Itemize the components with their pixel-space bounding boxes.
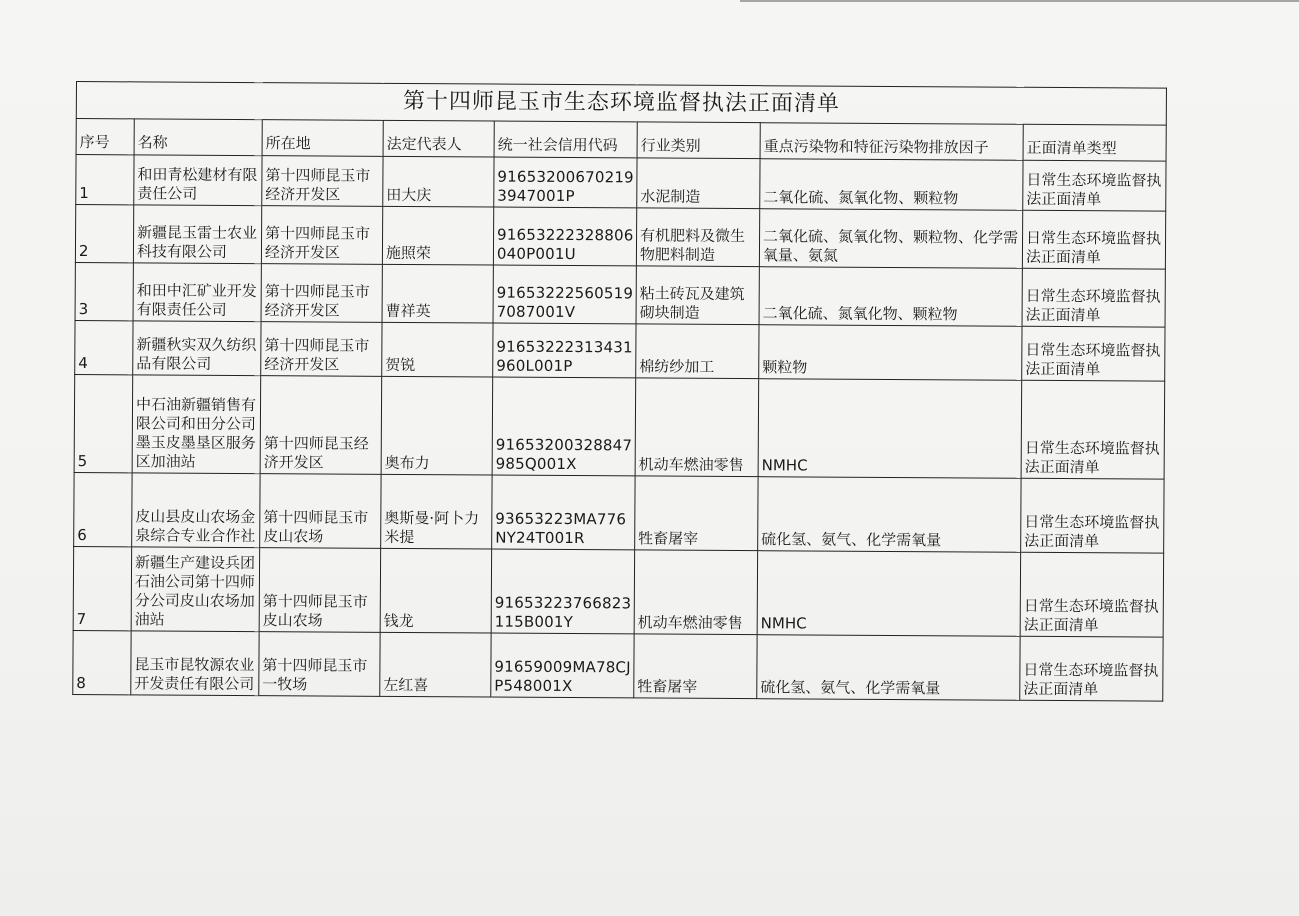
cell-pollutants: 硫化氢、氨气、化学需氧量 — [758, 477, 1021, 553]
cell-pollutants: 二氧化硫、氮氧化物、颗粒物 — [759, 267, 1022, 327]
cell-legal-rep: 钱龙 — [380, 548, 492, 633]
cell-seq: 4 — [75, 320, 133, 374]
cell-name: 皮山县皮山农场金泉综合专业合作社 — [132, 473, 260, 548]
cell-pollutants: NMHC — [758, 379, 1022, 479]
cell-legal-rep: 奥斯曼·阿卜力米提 — [381, 474, 492, 549]
cell-list-type: 日常生态环境监督执法正面清单 — [1023, 160, 1166, 211]
cell-seq: 3 — [75, 262, 133, 320]
cell-credit-code: 93653223MA776NY24T001R — [492, 475, 635, 550]
cell-pollutants: 颗粒物 — [759, 325, 1022, 381]
cell-seq: 1 — [76, 155, 134, 205]
cell-location: 第十四师昆玉市经济开发区 — [261, 264, 382, 323]
cell-name: 昆玉市昆牧源农业开发责任有限公司 — [131, 631, 259, 696]
cell-credit-code: 916532225605197087001V — [493, 265, 636, 324]
cell-list-type: 日常生态环境监督执法正面清单 — [1022, 268, 1165, 327]
document-title: 第十四师昆玉市生态环境监督执法正面清单 — [76, 82, 1166, 126]
cell-seq: 6 — [74, 472, 132, 546]
cell-list-type: 日常生态环境监督执法正面清单 — [1021, 478, 1164, 553]
positive-list-table — [72, 81, 1167, 702]
header-location: 所在地 — [262, 120, 383, 157]
cell-list-type: 日常生态环境监督执法正面清单 — [1020, 636, 1163, 701]
cell-pollutants: 硫化氢、氨气、化学需氧量 — [757, 635, 1020, 701]
cell-industry: 粘土砖瓦及建筑砌块制造 — [636, 266, 759, 325]
cell-pollutants: 二氧化硫、氮氧化物、颗粒物 — [760, 159, 1023, 211]
cell-seq: 7 — [73, 546, 132, 630]
cell-industry: 牲畜屠宰 — [635, 476, 758, 551]
header-pollutants: 重点污染物和特征污染物排放因子 — [760, 123, 1023, 161]
header-name: 名称 — [134, 119, 262, 156]
table-row — [76, 155, 1166, 212]
cell-industry: 机动车燃油零售 — [635, 378, 759, 477]
cell-location: 第十四师昆玉市经济开发区 — [261, 322, 382, 377]
cell-location: 第十四师昆玉经济开发区 — [260, 376, 382, 475]
header-industry: 行业类别 — [637, 122, 760, 159]
cell-name: 和田中汇矿业开发有限责任公司 — [133, 263, 261, 322]
cell-legal-rep: 左红喜 — [380, 632, 491, 697]
cell-credit-code: 91653222313431960L001P — [493, 323, 636, 378]
cell-list-type: 日常生态环境监督执法正面清单 — [1020, 552, 1164, 637]
cell-name: 新疆昆玉雷士农业科技有限公司 — [133, 205, 261, 264]
scan-edge-line — [740, 0, 1299, 2]
cell-industry: 牲畜屠宰 — [634, 634, 757, 699]
table-row — [73, 546, 1164, 637]
cell-credit-code: 91653200328847985Q001X — [492, 377, 636, 476]
cell-legal-rep: 奥布力 — [381, 376, 493, 475]
cell-pollutants: NMHC — [757, 551, 1021, 637]
cell-credit-code: 91659009MA78CJP548001X — [491, 633, 634, 698]
cell-location: 第十四师昆玉市经济开发区 — [261, 206, 382, 265]
cell-pollutants: 二氧化硫、氮氧化物、颗粒物、化学需氧量、氨氮 — [759, 209, 1022, 269]
cell-name: 新疆生产建设兵团石油公司第十四师分公司皮山农场加油站 — [131, 547, 260, 632]
cell-legal-rep: 曹祥英 — [382, 264, 493, 323]
cell-industry: 机动车燃油零售 — [634, 550, 758, 635]
header-list-type: 正面清单类型 — [1023, 124, 1166, 161]
cell-legal-rep: 施照荣 — [382, 206, 493, 265]
cell-industry: 有机肥料及微生物肥料制造 — [636, 208, 759, 267]
cell-list-type: 日常生态环境监督执法正面清单 — [1022, 210, 1165, 269]
cell-location: 第十四师昆玉市皮山农场 — [260, 474, 381, 549]
table-row — [74, 472, 1164, 553]
table-row — [75, 205, 1165, 270]
cell-list-type: 日常生态环境监督执法正面清单 — [1022, 326, 1165, 381]
cell-credit-code: 91653222328806040P001U — [493, 207, 636, 266]
table-row — [74, 374, 1165, 479]
table-row — [73, 630, 1163, 701]
cell-seq: 2 — [75, 205, 133, 263]
cell-credit-code: 916532006702193947001P — [494, 157, 637, 208]
cell-industry: 棉纺纱加工 — [636, 324, 759, 379]
cell-legal-rep: 贺锐 — [382, 322, 493, 377]
cell-location: 第十四师昆玉市经济开发区 — [262, 156, 383, 207]
cell-list-type: 日常生态环境监督执法正面清单 — [1021, 380, 1165, 479]
cell-industry: 水泥制造 — [637, 158, 760, 209]
cell-legal-rep: 田大庆 — [383, 156, 494, 207]
table-row — [75, 262, 1165, 327]
cell-name: 新疆秋实双久纺织品有限公司 — [133, 321, 261, 376]
header-credit-code: 统一社会信用代码 — [494, 121, 637, 158]
header-legal-rep: 法定代表人 — [383, 120, 494, 157]
cell-seq: 5 — [74, 374, 133, 472]
cell-seq: 8 — [73, 630, 131, 694]
cell-location: 第十四师昆玉市皮山农场 — [259, 548, 381, 633]
cell-name: 和田青松建材有限责任公司 — [134, 155, 262, 206]
header-seq: 序号 — [76, 119, 134, 155]
table-row — [75, 320, 1165, 381]
cell-name: 中石油新疆销售有限公司和田分公司墨玉皮墨垦区服务区加油站 — [132, 375, 261, 474]
cell-location: 第十四师昆玉市一牧场 — [259, 632, 380, 697]
cell-credit-code: 91653223766823115B001Y — [491, 549, 635, 634]
